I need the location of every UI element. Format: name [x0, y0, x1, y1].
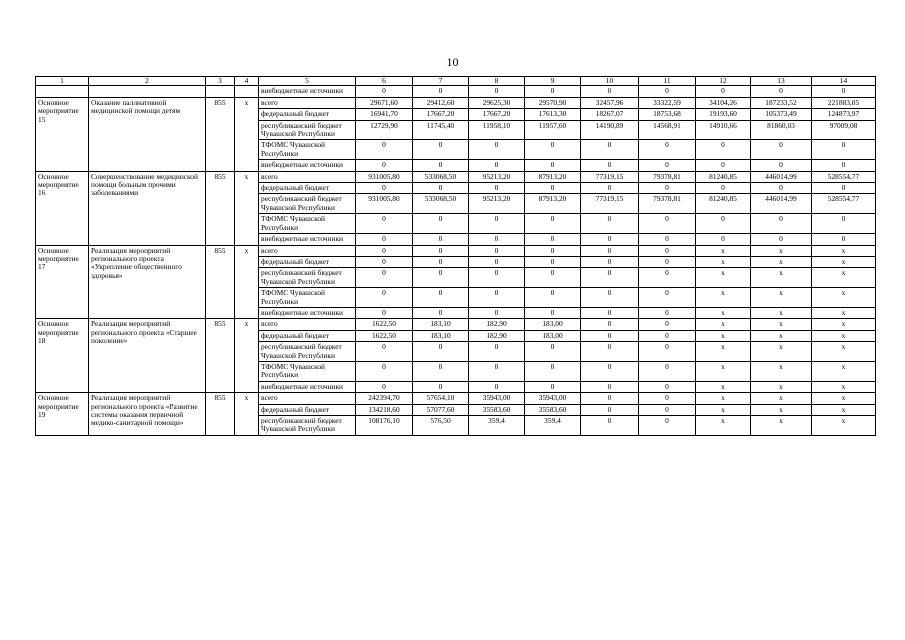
- amount-cell: 0: [639, 416, 696, 436]
- amount-cell: 0: [581, 381, 639, 392]
- amount-cell: 359,4: [469, 416, 525, 436]
- amount-cell: 12729,90: [356, 120, 413, 140]
- amount-cell: х: [751, 268, 812, 288]
- amount-cell: 11745,40: [413, 120, 469, 140]
- amount-cell: 57077,60: [413, 404, 469, 415]
- amount-cell: 0: [639, 288, 696, 308]
- table-row: [36, 245, 876, 256]
- amount-cell: 0: [356, 342, 413, 362]
- amount-cell: х: [696, 319, 751, 330]
- funding-source: республиканский бюджет Чувашской Республики: [259, 120, 356, 140]
- amount-cell: х: [751, 330, 812, 341]
- amount-cell: 0: [639, 268, 696, 288]
- amount-cell: 0: [413, 86, 469, 97]
- amount-cell: 81860,03: [751, 120, 812, 140]
- amount-cell: х: [812, 268, 876, 288]
- amount-cell: 0: [696, 183, 751, 194]
- amount-cell: 0: [751, 234, 812, 245]
- amount-cell: х: [751, 381, 812, 392]
- amount-cell: х: [696, 307, 751, 318]
- amount-cell: 79378,81: [639, 194, 696, 214]
- amount-cell: х: [751, 245, 812, 256]
- activity-name: Основное мероприятие 17: [36, 245, 89, 319]
- code-mark: х: [235, 171, 259, 245]
- amount-cell: 0: [469, 288, 525, 308]
- funding-source: федеральный бюджет: [259, 183, 356, 194]
- amount-cell: 533068,50: [413, 194, 469, 214]
- amount-cell: х: [696, 330, 751, 341]
- funding-source: федеральный бюджет: [259, 256, 356, 267]
- amount-cell: 29671,60: [356, 97, 413, 108]
- amount-cell: 0: [413, 288, 469, 308]
- amount-cell: 14190,89: [581, 120, 639, 140]
- amount-cell: х: [696, 288, 751, 308]
- amount-cell: 0: [696, 140, 751, 160]
- amount-cell: 77319,15: [581, 171, 639, 182]
- amount-cell: 0: [356, 361, 413, 381]
- funding-source: всего: [259, 393, 356, 404]
- amount-cell: 0: [639, 381, 696, 392]
- amount-cell: х: [696, 245, 751, 256]
- amount-cell: 0: [525, 234, 581, 245]
- amount-cell: 0: [812, 234, 876, 245]
- column-number: 11: [639, 77, 696, 86]
- amount-cell: 0: [356, 268, 413, 288]
- amount-cell: х: [696, 381, 751, 392]
- amount-cell: 0: [356, 140, 413, 160]
- amount-cell: 11957,60: [525, 120, 581, 140]
- amount-cell: 0: [413, 268, 469, 288]
- amount-cell: 0: [581, 214, 639, 234]
- amount-cell: 0: [581, 183, 639, 194]
- amount-cell: 0: [581, 404, 639, 415]
- activity-title: Реализация мероприятий регионального проекта «Развитие системы оказания первичной медико-санитарной помощи»: [89, 393, 206, 436]
- amount-cell: 0: [812, 140, 876, 160]
- amount-cell: х: [812, 245, 876, 256]
- amount-cell: 0: [469, 234, 525, 245]
- amount-cell: 33322,59: [639, 97, 696, 108]
- amount-cell: 0: [639, 140, 696, 160]
- amount-cell: 183,00: [525, 330, 581, 341]
- amount-cell: 17667,20: [413, 109, 469, 120]
- amount-cell: х: [812, 342, 876, 362]
- amount-cell: 108176,10: [356, 416, 413, 436]
- amount-cell: 14568,91: [639, 120, 696, 140]
- amount-cell: 0: [525, 214, 581, 234]
- amount-cell: х: [696, 404, 751, 415]
- amount-cell: 17613,30: [525, 109, 581, 120]
- amount-cell: 0: [751, 214, 812, 234]
- amount-cell: 0: [469, 342, 525, 362]
- amount-cell: 446014,99: [751, 194, 812, 214]
- amount-cell: 0: [356, 214, 413, 234]
- amount-cell: 29412,60: [413, 97, 469, 108]
- amount-cell: 0: [581, 268, 639, 288]
- activity-title: Реализация мероприятий регионального проекта «Старшее поколение»: [89, 319, 206, 393]
- funding-source: федеральный бюджет: [259, 330, 356, 341]
- amount-cell: 0: [356, 288, 413, 308]
- column-number: 1: [36, 77, 89, 86]
- amount-cell: 533068,50: [413, 171, 469, 182]
- amount-cell: 18753,68: [639, 109, 696, 120]
- amount-cell: 0: [639, 307, 696, 318]
- amount-cell: 0: [413, 245, 469, 256]
- funding-source: внебюджетные источники: [259, 381, 356, 392]
- amount-cell: х: [751, 307, 812, 318]
- activity-title: Реализация мероприятий регионального проекта «Укрепление общественного здоровья»: [89, 245, 206, 319]
- amount-cell: 0: [581, 416, 639, 436]
- amount-cell: 0: [581, 330, 639, 341]
- amount-cell: 0: [356, 307, 413, 318]
- amount-cell: 0: [639, 393, 696, 404]
- table-body: [36, 77, 876, 436]
- amount-cell: х: [696, 416, 751, 436]
- code-mark: х: [235, 245, 259, 319]
- activity-name: Основное мероприятие 15: [36, 97, 89, 171]
- amount-cell: 0: [356, 256, 413, 267]
- amount-cell: х: [696, 342, 751, 362]
- amount-cell: 0: [469, 183, 525, 194]
- amount-cell: 0: [581, 256, 639, 267]
- funding-source: всего: [259, 245, 356, 256]
- amount-cell: 0: [581, 393, 639, 404]
- amount-cell: 35583,60: [525, 404, 581, 415]
- amount-cell: 0: [639, 86, 696, 97]
- amount-cell: 0: [469, 268, 525, 288]
- empty-cell: [36, 86, 89, 97]
- amount-cell: 528554,77: [812, 171, 876, 182]
- amount-cell: 182,90: [469, 330, 525, 341]
- amount-cell: 0: [413, 381, 469, 392]
- amount-cell: 0: [469, 256, 525, 267]
- amount-cell: 0: [812, 160, 876, 171]
- amount-cell: 0: [525, 381, 581, 392]
- amount-cell: х: [696, 393, 751, 404]
- amount-cell: 0: [581, 140, 639, 160]
- amount-cell: 87913,20: [525, 171, 581, 182]
- amount-cell: х: [812, 361, 876, 381]
- amount-cell: х: [812, 404, 876, 415]
- amount-cell: 0: [413, 342, 469, 362]
- amount-cell: 0: [639, 330, 696, 341]
- amount-cell: 95213,20: [469, 194, 525, 214]
- amount-cell: х: [696, 268, 751, 288]
- amount-cell: 1622,50: [356, 330, 413, 341]
- funding-source: внебюджетные источники: [259, 307, 356, 318]
- funding-source: ТФОМС Чувашской Республики: [259, 214, 356, 234]
- amount-cell: 0: [696, 86, 751, 97]
- amount-cell: 0: [751, 86, 812, 97]
- amount-cell: 0: [525, 268, 581, 288]
- amount-cell: 0: [639, 256, 696, 267]
- amount-cell: 0: [413, 234, 469, 245]
- amount-cell: 187233,52: [751, 97, 812, 108]
- table-row: [36, 171, 876, 182]
- column-number: 14: [812, 77, 876, 86]
- funding-source: республиканский бюджет Чувашской Республики: [259, 268, 356, 288]
- amount-cell: х: [812, 307, 876, 318]
- amount-cell: 0: [696, 214, 751, 234]
- amount-cell: 0: [356, 160, 413, 171]
- grbs-code: 855: [206, 393, 235, 436]
- funding-source: внебюджетные источники: [259, 234, 356, 245]
- amount-cell: 0: [581, 86, 639, 97]
- page-number: 10: [446, 55, 459, 69]
- amount-cell: 77319,15: [581, 194, 639, 214]
- amount-cell: 0: [812, 183, 876, 194]
- carryover-row: [36, 86, 876, 97]
- amount-cell: х: [696, 361, 751, 381]
- amount-cell: 242394,70: [356, 393, 413, 404]
- amount-cell: 0: [812, 86, 876, 97]
- amount-cell: 11958,10: [469, 120, 525, 140]
- amount-cell: 17667,20: [469, 109, 525, 120]
- amount-cell: х: [751, 416, 812, 436]
- amount-cell: 0: [469, 160, 525, 171]
- amount-cell: 87913,20: [525, 194, 581, 214]
- funding-source: федеральный бюджет: [259, 404, 356, 415]
- amount-cell: 0: [356, 245, 413, 256]
- column-number: 3: [206, 77, 235, 86]
- amount-cell: 0: [581, 319, 639, 330]
- amount-cell: 0: [469, 381, 525, 392]
- amount-cell: 14910,66: [696, 120, 751, 140]
- amount-cell: 0: [525, 256, 581, 267]
- table-row: [36, 97, 876, 108]
- amount-cell: х: [751, 342, 812, 362]
- amount-cell: 19193,60: [696, 109, 751, 120]
- activity-title: Оказание паллиативной медицинской помощи детям: [89, 97, 206, 171]
- amount-cell: 0: [356, 234, 413, 245]
- funding-source: всего: [259, 171, 356, 182]
- amount-cell: 183,00: [525, 319, 581, 330]
- amount-cell: 81240,85: [696, 171, 751, 182]
- column-number: 10: [581, 77, 639, 86]
- amount-cell: 79378,81: [639, 171, 696, 182]
- grbs-code: 855: [206, 171, 235, 245]
- funding-source: республиканский бюджет Чувашской Республики: [259, 416, 356, 436]
- amount-cell: 34104,26: [696, 97, 751, 108]
- funding-source: внебюджетные источники: [259, 86, 356, 97]
- amount-cell: 0: [356, 183, 413, 194]
- amount-cell: 0: [639, 214, 696, 234]
- amount-cell: 16941,70: [356, 109, 413, 120]
- column-number: 6: [356, 77, 413, 86]
- amount-cell: 0: [413, 361, 469, 381]
- amount-cell: х: [751, 288, 812, 308]
- amount-cell: 0: [639, 404, 696, 415]
- column-number-row: [36, 77, 876, 86]
- amount-cell: 29625,30: [469, 97, 525, 108]
- amount-cell: 0: [525, 288, 581, 308]
- amount-cell: 0: [525, 361, 581, 381]
- amount-cell: 183,10: [413, 330, 469, 341]
- funding-source: федеральный бюджет: [259, 109, 356, 120]
- amount-cell: 221883,05: [812, 97, 876, 108]
- amount-cell: 0: [413, 256, 469, 267]
- amount-cell: 0: [356, 86, 413, 97]
- amount-cell: 0: [525, 342, 581, 362]
- funding-source: республиканский бюджет Чувашской Республики: [259, 342, 356, 362]
- amount-cell: 0: [639, 361, 696, 381]
- amount-cell: 0: [413, 214, 469, 234]
- amount-cell: 95213,20: [469, 171, 525, 182]
- amount-cell: х: [751, 404, 812, 415]
- amount-cell: 57654,10: [413, 393, 469, 404]
- amount-cell: 0: [525, 86, 581, 97]
- column-number: 7: [413, 77, 469, 86]
- code-mark: х: [235, 319, 259, 393]
- amount-cell: х: [812, 393, 876, 404]
- amount-cell: 0: [525, 307, 581, 318]
- amount-cell: х: [751, 393, 812, 404]
- amount-cell: 931005,80: [356, 194, 413, 214]
- column-number: 12: [696, 77, 751, 86]
- amount-cell: 0: [413, 140, 469, 160]
- amount-cell: 0: [469, 86, 525, 97]
- amount-cell: 0: [581, 307, 639, 318]
- amount-cell: 0: [751, 140, 812, 160]
- amount-cell: 0: [413, 183, 469, 194]
- table-row: [36, 393, 876, 404]
- grbs-code: 855: [206, 97, 235, 171]
- amount-cell: 0: [696, 234, 751, 245]
- funding-source: всего: [259, 97, 356, 108]
- amount-cell: х: [751, 256, 812, 267]
- amount-cell: 0: [639, 183, 696, 194]
- amount-cell: 446014,99: [751, 171, 812, 182]
- amount-cell: 0: [751, 160, 812, 171]
- amount-cell: 0: [413, 307, 469, 318]
- amount-cell: 0: [639, 342, 696, 362]
- grbs-code: 855: [206, 319, 235, 393]
- amount-cell: 0: [525, 160, 581, 171]
- amount-cell: 576,50: [413, 416, 469, 436]
- amount-cell: 0: [525, 140, 581, 160]
- amount-cell: 0: [469, 307, 525, 318]
- amount-cell: 35943,00: [525, 393, 581, 404]
- amount-cell: х: [812, 381, 876, 392]
- amount-cell: 359,4: [525, 416, 581, 436]
- amount-cell: 0: [469, 214, 525, 234]
- amount-cell: 0: [581, 234, 639, 245]
- amount-cell: х: [812, 319, 876, 330]
- amount-cell: 0: [469, 245, 525, 256]
- amount-cell: 0: [696, 160, 751, 171]
- amount-cell: 0: [581, 245, 639, 256]
- table-row: [36, 319, 876, 330]
- column-number: 5: [259, 77, 356, 86]
- amount-cell: 0: [639, 319, 696, 330]
- amount-cell: 105373,49: [751, 109, 812, 120]
- amount-cell: 0: [581, 160, 639, 171]
- amount-cell: 35583,60: [469, 404, 525, 415]
- amount-cell: 81240,85: [696, 194, 751, 214]
- amount-cell: 0: [525, 245, 581, 256]
- amount-cell: 0: [639, 245, 696, 256]
- funding-source: внебюджетные источники: [259, 160, 356, 171]
- column-number: 9: [525, 77, 581, 86]
- amount-cell: х: [751, 319, 812, 330]
- amount-cell: 0: [639, 234, 696, 245]
- amount-cell: 18267,07: [581, 109, 639, 120]
- amount-cell: 134218,60: [356, 404, 413, 415]
- empty-cell: [206, 86, 235, 97]
- column-number: 8: [469, 77, 525, 86]
- funding-source: ТФОМС Чувашской Республики: [259, 288, 356, 308]
- amount-cell: 0: [581, 342, 639, 362]
- budget-table: [35, 76, 876, 436]
- amount-cell: 0: [469, 140, 525, 160]
- activity-title: Совершенствование медицинской помощи больным прочими заболеваниями: [89, 171, 206, 245]
- column-number: 13: [751, 77, 812, 86]
- amount-cell: 35943,00: [469, 393, 525, 404]
- empty-cell: [89, 86, 206, 97]
- empty-cell: [235, 86, 259, 97]
- activity-name: Основное мероприятие 18: [36, 319, 89, 393]
- amount-cell: 183,10: [413, 319, 469, 330]
- amount-cell: х: [696, 256, 751, 267]
- amount-cell: 0: [469, 361, 525, 381]
- amount-cell: 182,90: [469, 319, 525, 330]
- funding-source: ТФОМС Чувашской Республики: [259, 361, 356, 381]
- amount-cell: 29570,90: [525, 97, 581, 108]
- amount-cell: х: [751, 361, 812, 381]
- code-mark: х: [235, 97, 259, 171]
- activity-name: Основное мероприятие 16: [36, 171, 89, 245]
- amount-cell: 32457,96: [581, 97, 639, 108]
- column-number: 2: [89, 77, 206, 86]
- amount-cell: 0: [525, 183, 581, 194]
- activity-name: Основное мероприятие 19: [36, 393, 89, 436]
- amount-cell: 0: [639, 160, 696, 171]
- amount-cell: 1622,50: [356, 319, 413, 330]
- funding-source: ТФОМС Чувашской Республики: [259, 140, 356, 160]
- grbs-code: 855: [206, 245, 235, 319]
- amount-cell: 0: [751, 183, 812, 194]
- amount-cell: 0: [413, 160, 469, 171]
- amount-cell: 0: [356, 381, 413, 392]
- amount-cell: 0: [581, 361, 639, 381]
- amount-cell: х: [812, 416, 876, 436]
- funding-source: всего: [259, 319, 356, 330]
- funding-source: республиканский бюджет Чувашской Республики: [259, 194, 356, 214]
- column-number: 4: [235, 77, 259, 86]
- amount-cell: 97009,08: [812, 120, 876, 140]
- amount-cell: 0: [581, 288, 639, 308]
- code-mark: х: [235, 393, 259, 436]
- amount-cell: х: [812, 330, 876, 341]
- amount-cell: 931005,80: [356, 171, 413, 182]
- amount-cell: х: [812, 256, 876, 267]
- amount-cell: 528554,77: [812, 194, 876, 214]
- amount-cell: 124873,97: [812, 109, 876, 120]
- amount-cell: 0: [812, 214, 876, 234]
- amount-cell: х: [812, 288, 876, 308]
